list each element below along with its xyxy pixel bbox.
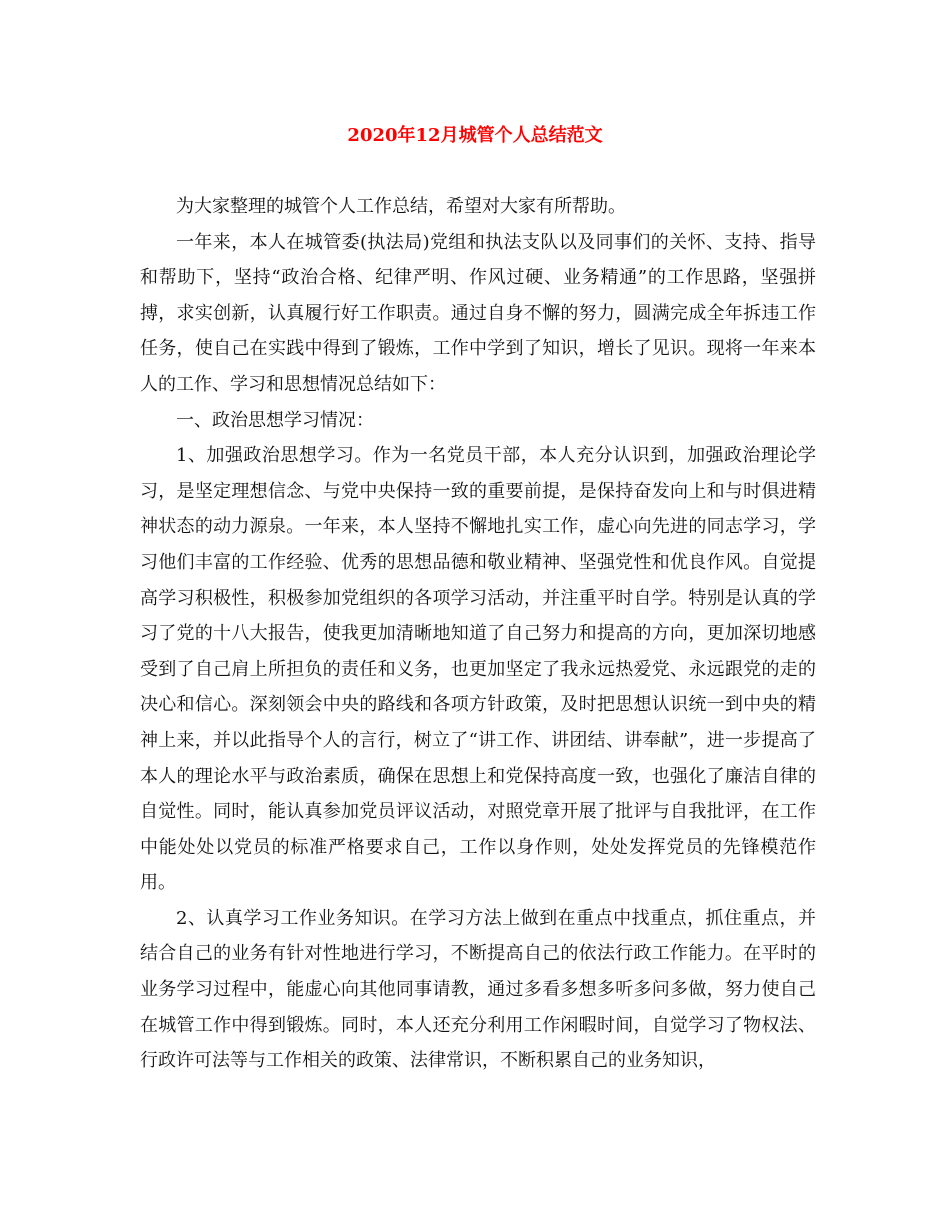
paragraph-intro: 为大家整理的城管个人工作总结，希望对大家有所帮助。: [176, 196, 626, 217]
paragraph-political-study: 1、加强政治思想学习。作为一名党员干部，本人充分认识到，加强政治理论学习，是坚定理想信念、与党中央保持一致的重要前提，是保持奋发向上和与时俱进精神状态的动力源泉。一年来，本人坚持不懈地扎实工作，虚心向先进的同志学习，学习他们丰富的工作经验、优秀的思想品德和敬业精神、坚强党性和优良作风。自觉提高学习积极性，积极参加党组织的各项学习活动，并注重平时自学。特别是认真的学习了党的十八大报告，使我更加清晰地知道了自己努力和提高的方向，更加深切地感受到了自己肩上所担负的责任和义务，也更加坚定了我永远热爱党、永远跟党的走的决心和信心。深刻领会中央的路线和各项方针政策，及时把思想认识统一到中央的精神上来，并以此指导个人的言行，树立了“讲工作、讲团结、讲奉献”，进一步提高了本人的理论水平与政治素质，确保在思想上和党保持高度一致，也强化了廉洁自律的自觉性。同时，能认真参加党员评议活动，对照党章开展了批评与自我批评，在工作中能处处以党员的标准严格要求自己，工作以身作则，处处发挥党员的先锋模范作用。: [140, 445, 816, 894]
section-heading-political-study: 一、政治思想学习情况：: [176, 409, 374, 431]
document-title: 2020年12月城管个人总结范文: [347, 125, 603, 146]
paragraph-overview: 一年来，本人在城管委(执法局)党组和执法支队以及同事们的关怀、支持、指导和帮助下，坚持“政治合格、纪律严明、作风过硬、业务精通”的工作思路，坚强拼搏，求实创新，认真履行好工作职责。通过自身不懈的努力，圆满完成全年拆违工作任务，使自己在实践中得到了锻炼，工作中学到了知识，增长了见识。现将一年来本人的工作、学习和思想情况总结如下：: [140, 231, 816, 395]
paragraph-business-study: 2、认真学习工作业务知识。在学习方法上做到在重点中找重点，抓住重点，并结合自己的业务有针对性地进行学习，不断提高自己的依法行政工作能力。在平时的业务学习过程中，能虚心向其他同事请教，通过多看多想多听多问多做，努力使自己在城管工作中得到锻炼。同时，本人还充分利用工作闲暇时间，自觉学习了物权法、行政许可法等与工作相关的政策、法律常识，不断积累自己的业务知识，: [140, 907, 816, 1072]
document-body: [140, 189, 816, 1079]
